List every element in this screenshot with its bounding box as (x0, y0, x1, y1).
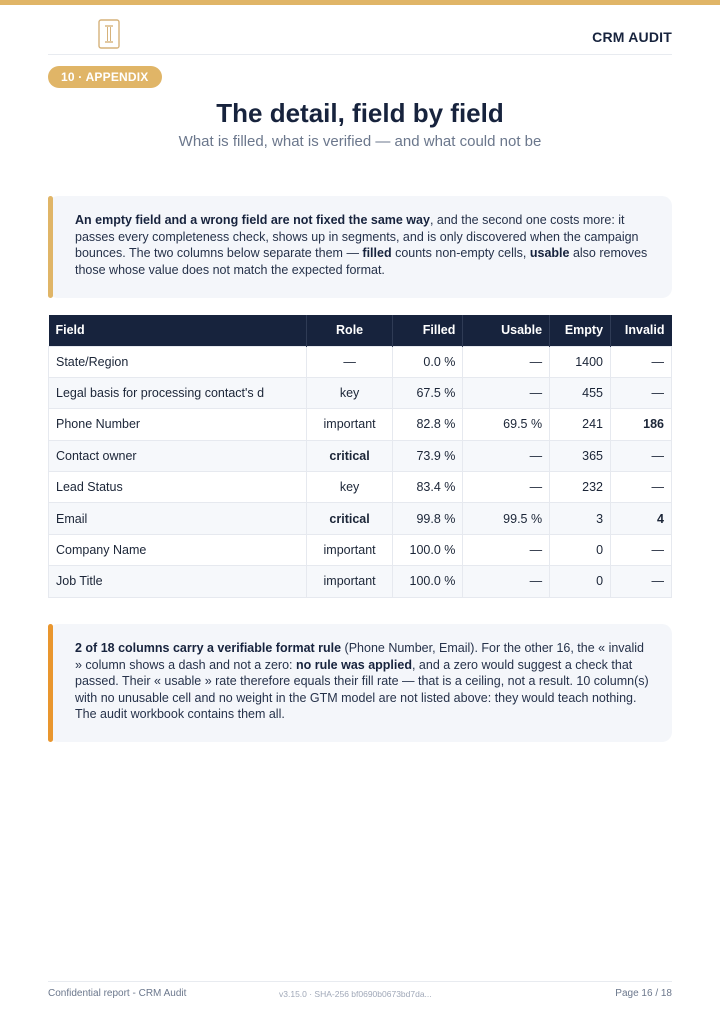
empty-cell: 3 (550, 503, 611, 534)
table-row (49, 472, 672, 503)
invalid-cell: — (611, 566, 672, 597)
usable-cell: — (463, 566, 550, 597)
note-callout-text: (Phone Number, Email). For the other 16, the « invalid » column shows a dash and not a zero: (75, 641, 645, 672)
intro-callout-filled: filled (362, 246, 392, 260)
column-header-invalid: Invalid (611, 315, 672, 346)
invalid-cell: 186 (611, 409, 672, 440)
note-callout-text: , and a zero would suggest a check that passed. Their « usable » rate therefore equals their fill rate — that is a ceiling, not a result. 10 column(s) with no unusable cell and no weight in the GTM model are not listed above: they would teach nothing. The audit workbook contains them all. (75, 657, 649, 721)
role-cell: important (306, 409, 393, 440)
note-callout-lead: 2 of 18 columns carry a verifiable format rule (75, 641, 342, 655)
empty-cell: 365 (550, 440, 611, 471)
usable-cell: — (463, 440, 550, 471)
table-row (49, 409, 672, 440)
page-footer (48, 981, 672, 999)
role-cell: important (306, 534, 393, 565)
filled-cell: 100.0 % (393, 534, 463, 565)
invalid-cell: — (611, 534, 672, 565)
table-row (49, 377, 672, 408)
intro-callout-text: , and the second one costs more: it passes every completeness check, shows up in segments, and is only discovered when the campaign bounces. The two columns below separate them — (75, 213, 639, 260)
note-callout (48, 624, 672, 742)
intro-callout-text: counts non-empty cells, (391, 246, 530, 260)
filled-cell: 99.8 % (393, 503, 463, 534)
table-row (49, 566, 672, 597)
page-subtitle: What is filled, what is verified — and what could not be (178, 133, 542, 150)
field-name-cell: Legal basis for processing contact's d (49, 377, 307, 408)
usable-cell: 69.5 % (463, 409, 550, 440)
usable-cell: — (463, 346, 550, 377)
pillar-logo-icon (98, 19, 120, 49)
role-cell: critical (306, 503, 393, 534)
usable-cell: — (463, 472, 550, 503)
invalid-cell: — (611, 346, 672, 377)
column-header-field: Field (49, 315, 307, 346)
role-cell: key (306, 472, 393, 503)
field-name-cell: Phone Number (49, 409, 307, 440)
field-name-cell: Email (49, 503, 307, 534)
intro-callout-lead: An empty field and a wrong field are not fixed the same way (75, 213, 430, 227)
role-cell: key (306, 377, 393, 408)
intro-callout-text: also removes those whose value does not match the expected format. (75, 246, 648, 277)
column-header-role: Role (306, 315, 393, 346)
footer-page-number: Page 16 / 18 (615, 988, 672, 999)
role-cell: important (306, 566, 393, 597)
column-header-filled: Filled (393, 315, 463, 346)
filled-cell: 82.8 % (393, 409, 463, 440)
field-name-cell: Job Title (49, 566, 307, 597)
field-name-cell: Contact owner (49, 440, 307, 471)
empty-cell: 241 (550, 409, 611, 440)
invalid-cell: 4 (611, 503, 672, 534)
invalid-cell: — (611, 377, 672, 408)
field-detail-table (48, 315, 672, 598)
column-header-empty: Empty (550, 315, 611, 346)
role-cell: critical (306, 440, 393, 471)
empty-cell: 455 (550, 377, 611, 408)
filled-cell: 73.9 % (393, 440, 463, 471)
footer-confidential-label: Confidential report - CRM Audit (48, 988, 187, 999)
table-row (49, 534, 672, 565)
table-row (49, 346, 672, 377)
section-badge: 10 · APPENDIX (48, 66, 162, 88)
table-header-row (49, 315, 672, 346)
intro-callout-usable: usable (529, 246, 570, 260)
field-name-cell: State/Region (49, 346, 307, 377)
invalid-cell: — (611, 440, 672, 471)
usable-cell: — (463, 534, 550, 565)
empty-cell: 1400 (550, 346, 611, 377)
field-name-cell: Lead Status (49, 472, 307, 503)
page-header (48, 5, 672, 55)
invalid-cell: — (611, 472, 672, 503)
filled-cell: 83.4 % (393, 472, 463, 503)
footer-version-hash: v3.15.0 · SHA-256 bf0690b0673bd7da... (279, 989, 432, 999)
column-header-usable: Usable (463, 315, 550, 346)
empty-cell: 0 (550, 534, 611, 565)
table-row (49, 440, 672, 471)
page-title: The detail, field by field (216, 98, 504, 128)
filled-cell: 100.0 % (393, 566, 463, 597)
table-row (49, 503, 672, 534)
empty-cell: 232 (550, 472, 611, 503)
usable-cell: 99.5 % (463, 503, 550, 534)
usable-cell: — (463, 377, 550, 408)
role-cell: — (306, 346, 393, 377)
empty-cell: 0 (550, 566, 611, 597)
field-name-cell: Company Name (49, 534, 307, 565)
filled-cell: 0.0 % (393, 346, 463, 377)
intro-callout (48, 196, 672, 298)
note-callout-rule: no rule was applied (295, 657, 412, 672)
report-title: CRM AUDIT (592, 29, 672, 45)
filled-cell: 67.5 % (393, 377, 463, 408)
